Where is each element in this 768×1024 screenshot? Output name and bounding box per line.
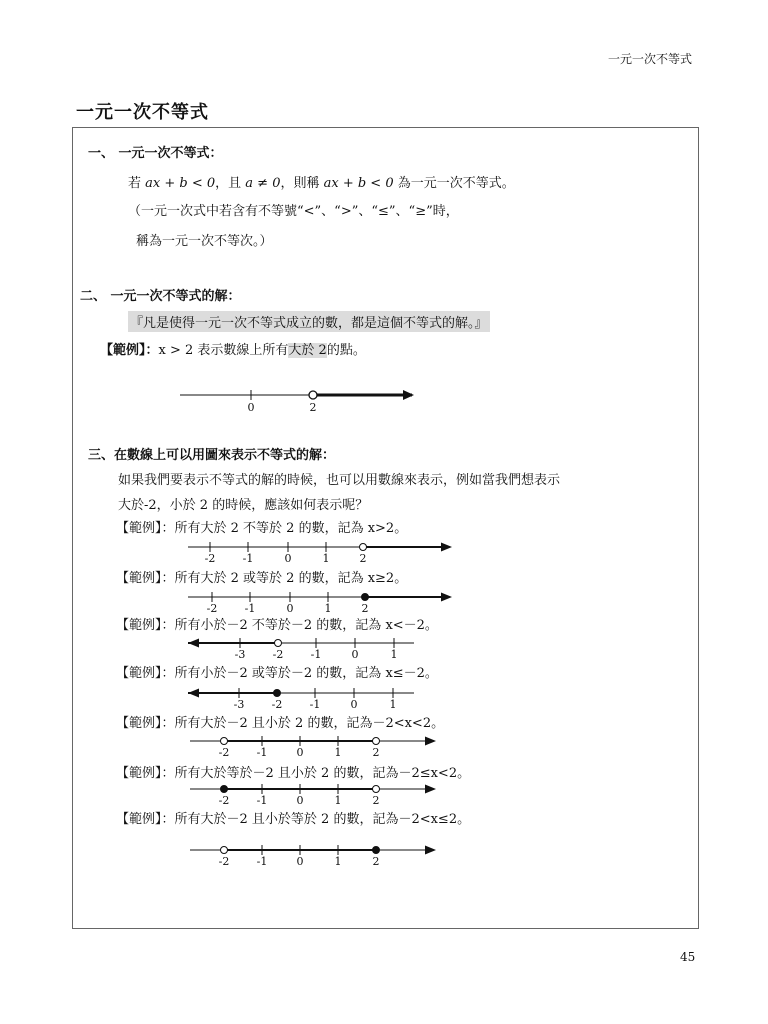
section2-example — [100, 339, 366, 358]
tick-label: -2 — [204, 552, 216, 565]
tick-label: -1 — [244, 602, 256, 615]
section1-heading: 一、 一元一次不等式： — [88, 146, 223, 161]
def-expression-2: a ≠ 0 — [245, 176, 281, 191]
example-text: x > 2 表示數線上所有 — [158, 343, 289, 358]
tick-label: -2 — [218, 855, 230, 868]
number-line-main — [170, 383, 430, 418]
number-line-1 — [188, 538, 458, 566]
number-line-2 — [188, 588, 458, 616]
section3-heading: 三、在數線上可以用圖來表示不等式的解： — [88, 448, 336, 463]
running-header: 一元一次不等式 — [607, 52, 692, 66]
intro-line-1: 如果我們要表示不等式的解的時候，也可以用數線來表示，例如當我們想表示 — [118, 473, 561, 488]
number-line-6 — [190, 780, 450, 808]
tick-label: -1 — [310, 648, 322, 661]
def-expression-1: ax + b < 0 — [145, 176, 216, 191]
example-1-text: 【範例】：所有大於 2 不等於 2 的數，記為 x>2。 — [116, 521, 408, 536]
number-line-7 — [190, 841, 450, 869]
tick-label: 2 — [359, 552, 367, 565]
example-text-end: 的點。 — [326, 343, 366, 358]
tick-label: 0 — [247, 401, 255, 414]
def-text-1: 若 — [128, 176, 146, 191]
def-text-3: ，則稱 — [280, 176, 324, 191]
tick-label: 2 — [372, 794, 380, 807]
section2-heading: 二、 一元一次不等式的解： — [80, 289, 241, 304]
tick-label: 1 — [390, 648, 398, 661]
tick-label: 2 — [372, 746, 380, 759]
tick-label: -1 — [309, 698, 321, 711]
def-text-2: ，且 — [215, 176, 246, 191]
tick-label: -2 — [218, 746, 230, 759]
tick-label: 1 — [324, 602, 332, 615]
tick-label: 2 — [372, 855, 380, 868]
number-line-4 — [184, 684, 424, 712]
tick-label: -1 — [256, 855, 268, 868]
def-text-4: 為一元一次不等式。 — [393, 176, 515, 191]
example-2-text: 【範例】：所有大於 2 或等於 2 的數，記為 x≥2。 — [116, 571, 408, 586]
note-line-1: （一元一次式中若含有不等號“<”、“>”、“≤”、“≥”時， — [128, 204, 459, 219]
tick-label: 0 — [350, 698, 358, 711]
tick-label: 0 — [351, 648, 359, 661]
tick-label: -3 — [234, 648, 246, 661]
tick-label: 0 — [296, 746, 304, 759]
example-7-text: 【範例】：所有大於－2 且小於等於 2 的數，記為－2<x≤2。 — [116, 812, 471, 827]
page-number: 45 — [680, 950, 696, 964]
tick-label: -3 — [233, 698, 245, 711]
tick-label: 2 — [309, 401, 317, 414]
tick-label: 1 — [334, 794, 342, 807]
tick-label: 2 — [361, 602, 369, 615]
example-4-text: 【範例】：所有小於－2 或等於－2 的數，記為 x≤－2。 — [116, 666, 438, 681]
example-3-text: 【範例】：所有小於－2 不等於－2 的數，記為 x<－2。 — [116, 618, 438, 633]
example-label: 【範例】： — [100, 343, 159, 358]
tick-label: 1 — [334, 855, 342, 868]
tick-label: 1 — [389, 698, 397, 711]
tick-label: -2 — [218, 794, 230, 807]
page-title: 一元一次不等式 — [76, 102, 209, 123]
example-5-text: 【範例】：所有大於－2 且小於 2 的數，記為－2<x<2。 — [116, 716, 445, 731]
intro-line-2: 大於-2，小於 2 的時候，應該如何表示呢？ — [118, 498, 369, 513]
def-expression-3: ax + b < 0 — [323, 176, 394, 191]
solution-quote: 『凡是使得一元一次不等式成立的數，都是這個不等式的解。』 — [128, 311, 490, 332]
example-6-text: 【範例】：所有大於等於－2 且小於 2 的數，記為－2≤x<2。 — [116, 766, 471, 781]
number-line-3 — [184, 634, 424, 662]
tick-label: -1 — [256, 746, 268, 759]
tick-label: 1 — [334, 746, 342, 759]
tick-label: -2 — [272, 648, 284, 661]
tick-label: -1 — [256, 794, 268, 807]
tick-label: 1 — [322, 552, 330, 565]
number-line-5 — [190, 732, 450, 760]
note-line-2: 稱為一元一次不等次。） — [136, 234, 273, 249]
definition-line — [128, 172, 515, 191]
tick-label: 0 — [296, 794, 304, 807]
tick-label: -1 — [242, 552, 254, 565]
open-circle-marker — [309, 391, 317, 399]
tick-label: 0 — [296, 855, 304, 868]
tick-label: 0 — [284, 552, 292, 565]
tick-label: -2 — [206, 602, 218, 615]
example-highlight: 大於 2 — [288, 343, 327, 358]
tick-label: -2 — [271, 698, 283, 711]
tick-label: 0 — [286, 602, 294, 615]
